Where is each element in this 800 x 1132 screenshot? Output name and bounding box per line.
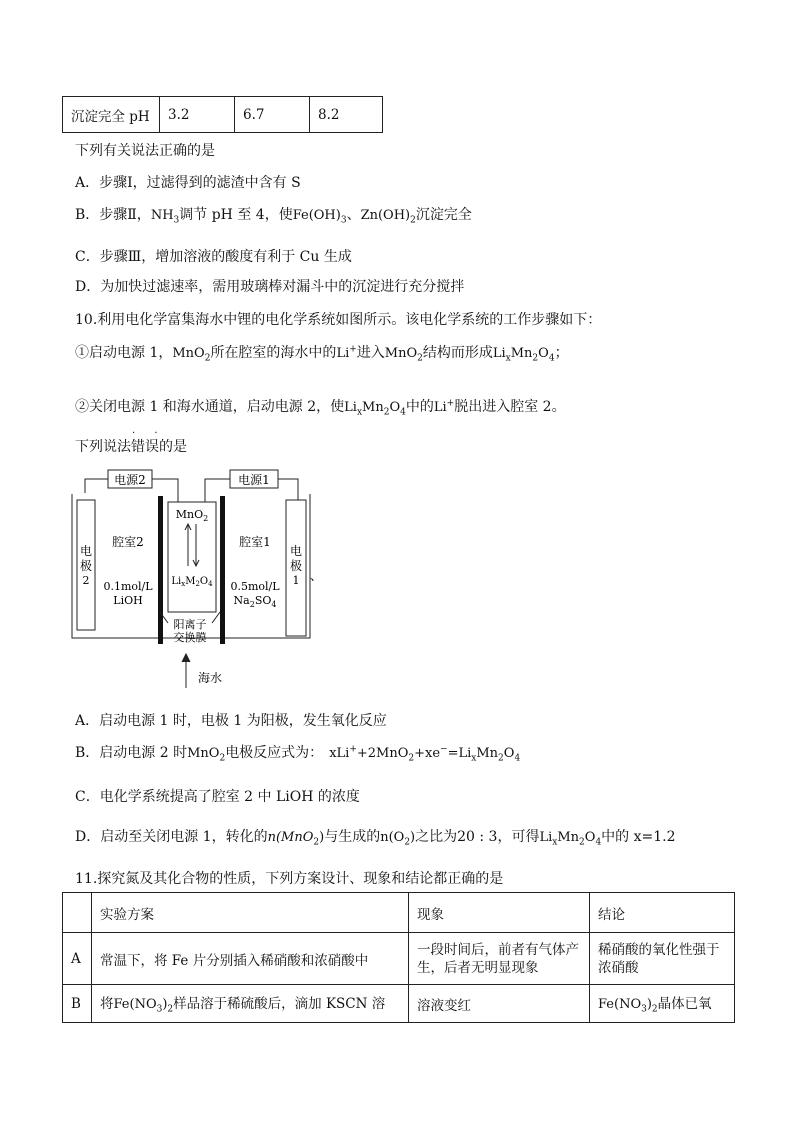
pointer-line [212,612,220,623]
row-plan: 常温下，将 Fe 片分别插入稀硝酸和浓硝酸中 [92,933,409,985]
q10-option-c: C．电化学系统提高了腔室 2 中 LiOH 的浓度 [75,789,360,805]
electrode-1-label: 1 [292,574,300,587]
electrode-2-label: 极 [79,559,93,573]
row-plan: 将$Fe(NO_3)_2$样品溶于稀硫酸后，滴加 KSCN 溶 [92,985,409,1023]
membrane-label: 交换膜 [173,631,207,644]
row-conclusion: 稀硝酸的氧化性强于浓硝酸 [590,933,735,985]
header-phenomenon: 现象 [409,893,590,933]
formula-li-ion: Li+ [336,344,357,361]
formula-nh3: $NH_3$ [150,208,180,226]
chamber-2-label: 腔室2 [112,535,144,549]
membrane-label: 阳离子 [173,618,207,631]
formula-li-ion: Li+ [433,398,455,415]
mno2-label: MnO$_2$ [175,508,209,523]
electrode-1-label: 极 [289,559,303,573]
seawater-label: 海水 [198,671,223,685]
chamber-2-solution: LiOH [113,594,143,607]
chamber-1-label: 腔室1 [239,535,271,549]
chamber-1-conc: 0.5mol/L [230,580,280,593]
wire [205,479,230,504]
q10-option-a: A．启动电源 1 时，电极 1 为阳极，发生氧化反应 [75,713,387,729]
q11-stem: 11.探究氮及其化合物的性质，下列方案设计、现象和结论都正确的是 [75,871,504,887]
formula-znoh2: $Zn(OH)_2$ [360,208,416,226]
q10-step1: ①启动电源 1，MnO$_2$所在腔室的海水中的Li+进入MnO$_2$结构而形成$Li_xMn_2O_4$； [75,344,569,364]
ph-value: 6.7 [235,97,310,133]
table-row [63,985,735,1023]
q9-option-b [75,204,472,226]
formula-lixmn2o4: $Li_xMn_2O_4$ [539,830,602,848]
q9-option-d: D．为加快过滤速率，需用玻璃棒对漏斗中的沉淀进行充分搅拌 [75,279,465,295]
formula-lixmn2o4: $Li_xMn_2O_4$ [492,346,555,364]
formula-mno2: MnO$_2$ [384,346,423,364]
row-phenomenon: 溶液变红 [409,985,590,1023]
electrode-2-label: 2 [82,574,90,587]
chamber-2-conc: 0.1mol/L [103,580,153,593]
q10-step2: ②关闭电源 1 和海水通道，启动电源 2，使$Li_xMn_2O_4$中的Li+脱出进入腔室 2。 [75,398,566,418]
q9-stem: 下列有关说法正确的是 [75,143,215,159]
formula-feoh3: $Fe(OH)_3$ [292,208,347,226]
q9-b-mid: 调节 pH 至 4，使 [179,207,293,223]
ratio: 20 : 3 [457,829,498,845]
row-phenomenon: 一段时间后，前者有气体产生，后者无明显现象 [409,933,590,985]
lixm2o4-label: $Li_xM_2O_4$ [171,576,213,588]
separator: 、 [346,207,361,223]
row-label: B [63,985,92,1023]
electrode-1-label: 电 [289,544,303,558]
electrode-equation: $xLi^++2MnO_2+xe^-=Li_xMn_2O_4$ [329,744,521,764]
chamber-1-solution: $Na_2SO_4$ [233,594,277,609]
wire [85,479,108,493]
formula-n-o2: $n(O_2)$ [380,830,416,848]
q11-table [62,892,735,1023]
formula-n-mno2: n(MnO$_2$) [267,830,325,848]
electrochemical-diagram [60,460,323,700]
formula-mno2: MnO$_2$ [187,746,226,764]
table-corner [63,893,92,933]
ph-table [62,96,383,133]
row-label: A [63,933,92,985]
q10-intro: 10.利用电化学富集海水中锂的电化学系统如图所示。该电化学系统的工作步骤如下： [75,312,602,328]
ph-value: 3.2 [160,97,235,133]
q10-option-b: B．启动电源 2 时MnO$_2$电极反应式为： $xLi^++2MnO_2+xe^-=Li_xMn_2O_4$ [75,744,521,764]
q9-b-pre: B．步骤Ⅱ， [75,207,151,223]
power-supply-2-label: 电源2 [114,473,146,487]
wire [152,479,178,504]
stray-mark: 、 [310,569,323,583]
formula-mno2: MnO$_2$ [172,346,211,364]
electrode-2-label: 电 [79,544,93,558]
q10-stem: 下列说法错误的是 [75,439,187,455]
q10-option-d: D．启动至关闭电源 1，转化的n(MnO$_2$)与生成的$n(O_2)$之比为20 : 3，可得$Li_xMn_2O_4$中的 x=1.2 [75,829,676,848]
emphasis-mark: 错误 [131,439,159,455]
q9-b-end: 沉淀完全 [415,207,472,223]
emphasis-dots: · · [132,428,166,439]
cation-exchange-membrane [220,496,225,644]
table-row [63,933,735,985]
cation-exchange-membrane [158,496,163,644]
header-conclusion: 结论 [590,893,735,933]
q9-option-a: A．步骤Ⅰ，过滤得到的滤渣中含有 S [75,175,301,191]
row-conclusion: $Fe(NO_3)_2$晶体已氧 [590,985,735,1023]
header-plan: 实验方案 [92,893,409,933]
power-supply-1-label: 电源1 [238,473,270,487]
wire [278,479,298,500]
formula-lixmn2o4: $Li_xMn_2O_4$ [344,400,406,418]
ph-value: 8.2 [310,97,383,133]
q9-option-c: C．步骤Ⅲ，增加溶液的酸度有利于 Cu 生成 [75,249,352,265]
ph-label: 沉淀完全 pH [63,97,160,133]
